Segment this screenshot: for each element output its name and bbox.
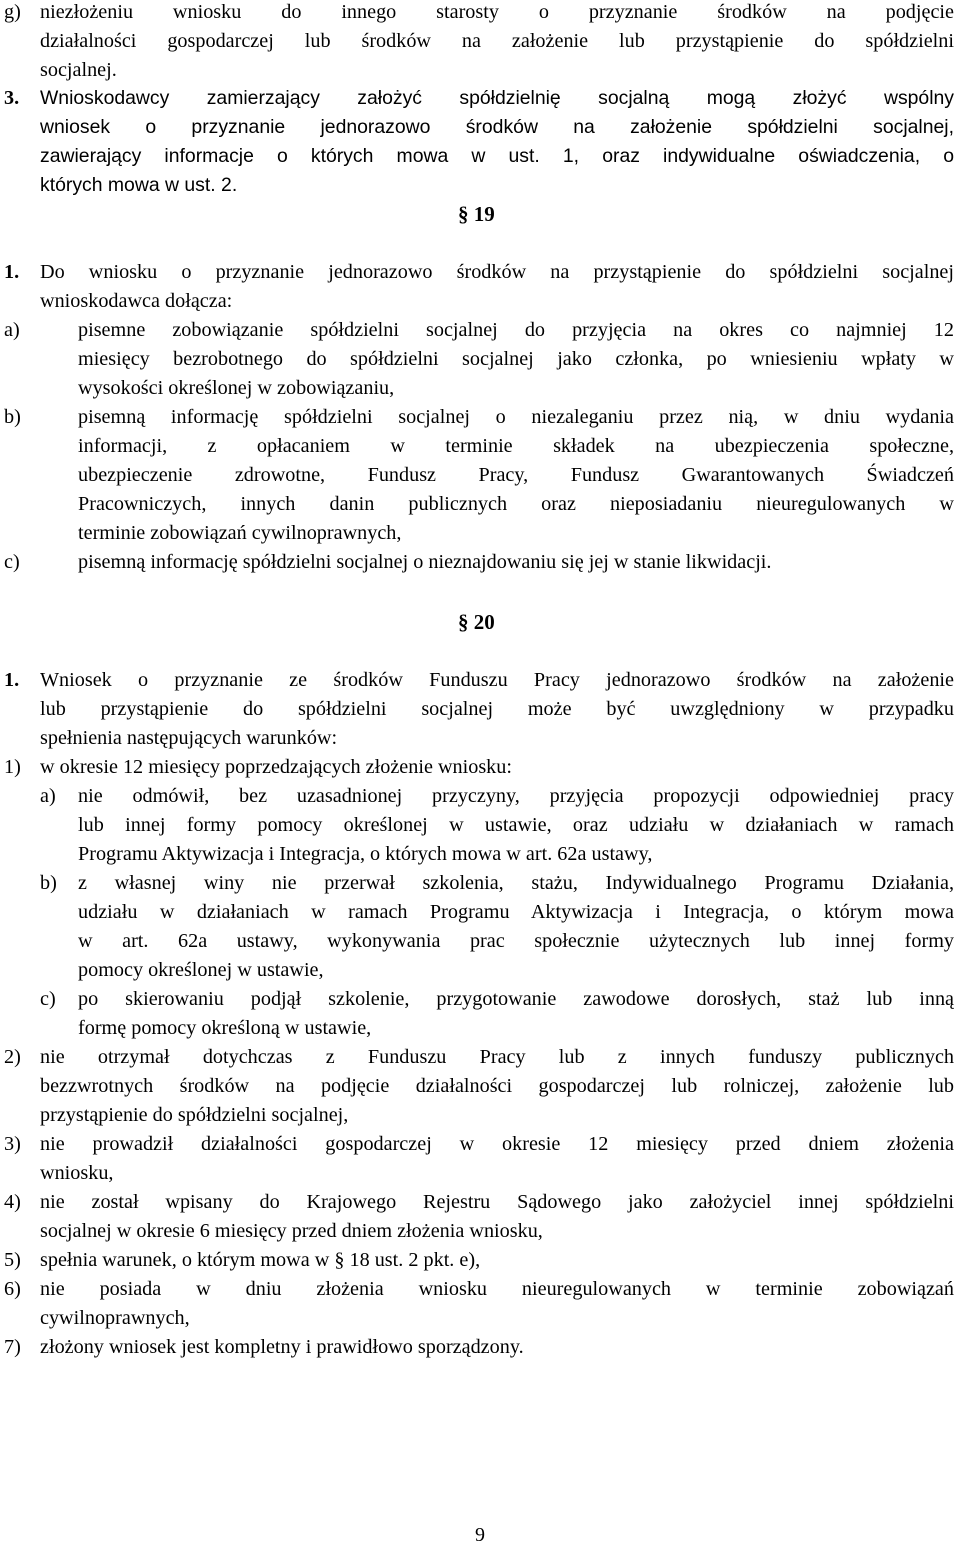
section19-paragraph-1: [0, 258, 960, 577]
paragraph-line: wnioskodawca dołącza:: [40, 290, 233, 312]
paragraph-line: zawierający informacje o których mowa w ust. 1, oraz indywidualne oświadczenia, o: [40, 145, 954, 167]
condition-line: bezzwrotnych środków na podjęcie działalności gospodarczej lub rolniczej, założenie lub: [40, 1075, 954, 1097]
subpoint-marker: c): [40, 988, 56, 1010]
subpoint-line: lub innej formy pomocy określonej w ustawie, oraz udziału w działaniach w ramach: [78, 814, 954, 836]
condition-marker: 3): [4, 1133, 21, 1155]
point-line: terminie zobowiązań cywilnoprawnych,: [78, 522, 402, 544]
paragraph-line: lub przystąpienie do spółdzielni socjalnej może być uwzględniony w przypadku: [40, 698, 954, 720]
point-marker: a): [4, 319, 20, 341]
condition-line: wniosku,: [40, 1162, 114, 1184]
subpoint-marker: a): [40, 785, 56, 807]
condition-line: złożony wniosek jest kompletny i prawidłowo sporządzony.: [40, 1336, 524, 1358]
condition-marker: 7): [4, 1336, 21, 1358]
condition-line: przystąpienie do spółdzielni socjalnej,: [40, 1104, 349, 1126]
paragraph-marker: 1.: [4, 669, 20, 691]
paragraph-line: Wniosek o przyznanie ze środków Funduszu Pracy jednorazowo środków na założenie: [40, 669, 954, 691]
subpoint-marker: b): [40, 872, 57, 894]
subpoint-line: formę pomocy określoną w ustawie,: [78, 1017, 372, 1039]
condition-marker: 2): [4, 1046, 21, 1068]
point-line: wysokości określonej w zobowiązaniu,: [78, 377, 395, 399]
paragraph-line: których mowa w ust. 2.: [40, 174, 238, 196]
paragraph-line: Do wniosku o przyznanie jednorazowo środków na przystąpienie do spółdzielni socjalnej: [40, 261, 954, 283]
point-line: socjalnej.: [40, 59, 117, 81]
subpoint-line: po skierowaniu podjął szkolenie, przygotowanie zawodowe dorosłych, staż lub inną: [78, 988, 954, 1010]
paragraph-marker: 1.: [4, 261, 20, 283]
subpoint-line: z własnej winy nie przerwał szkolenia, stażu, Indywidualnego Programu Działania,: [78, 872, 954, 894]
point-marker: c): [4, 551, 20, 573]
condition-marker: 5): [4, 1249, 21, 1271]
page-number: 9: [475, 1524, 485, 1546]
point-line: pisemną informację spółdzielni socjalnej o nieznajdowaniu się jej w stanie likwidacji.: [78, 551, 772, 573]
condition-line: nie otrzymał dotychczas z Funduszu Pracy lub z innych funduszy publicznych: [40, 1046, 954, 1068]
point-line: informacji, z opłacaniem w terminie składek na ubezpieczenia społeczne,: [78, 435, 954, 457]
condition-line: nie został wpisany do Krajowego Rejestru Sądowego jako założyciel innej spółdzielni: [40, 1191, 954, 1213]
subpoint-line: udziału w działaniach w ramach Programu Aktywizacja i Integracja, o którym mowa: [78, 901, 954, 923]
paragraph-line: Wnioskodawcy zamierzający założyć spółdzielnię socjalną mogą złożyć wspólny: [40, 87, 954, 109]
point-line: ubezpieczenie zdrowotne, Fundusz Pracy, Fundusz Gwarantowanych Świadczeń: [78, 464, 954, 486]
condition-marker: 6): [4, 1278, 21, 1300]
subpoint-line: pomocy określonej w ustawie,: [78, 959, 324, 981]
condition-line: cywilnoprawnych,: [40, 1307, 190, 1329]
point-line: niezłożeniu wniosku do innego starosty o przyznanie środków na podjęcie: [40, 1, 954, 23]
condition-marker: 1): [4, 756, 21, 778]
section20-paragraph-1: [0, 666, 960, 1362]
point-marker: b): [4, 406, 21, 428]
point-g: [0, 0, 960, 85]
condition-line: w okresie 12 miesięcy poprzedzających złożenie wniosku:: [40, 756, 512, 778]
condition-line: nie prowadził działalności gospodarczej w okresie 12 miesięcy przed dniem złożenia: [40, 1133, 954, 1155]
section-heading-19: § 19: [458, 202, 495, 226]
paragraph-line: spełnienia następujących warunków:: [40, 727, 338, 749]
point-marker: g): [4, 1, 21, 23]
subpoint-line: nie odmówił, bez uzasadnionej przyczyny, przyjęcia propozycji odpowiedniej pracy: [78, 785, 954, 807]
point-line: Pracowniczych, innych danin publicznych oraz nieposiadaniu nieuregulowanych w: [78, 493, 954, 515]
point-line: pisemną informację spółdzielni socjalnej o niezaleganiu przez nią, w dniu wydania: [78, 406, 954, 428]
condition-line: spełnia warunek, o którym mowa w § 18 ust. 2 pkt. e),: [40, 1249, 481, 1271]
condition-line: socjalnej w okresie 6 miesięcy przed dniem złożenia wniosku,: [40, 1220, 543, 1242]
paragraph-3: [0, 84, 960, 200]
condition-line: nie posiada w dniu złożenia wniosku nieuregulowanych w terminie zobowiązań: [40, 1278, 954, 1300]
point-line: miesięcy bezrobotnego do spółdzielni socjalnej jako członka, po wniesieniu wpłaty w: [78, 348, 954, 370]
section-heading-20: § 20: [458, 610, 495, 634]
point-line: pisemne zobowiązanie spółdzielni socjalnej do przyjęcia na okres co najmniej 12: [78, 319, 954, 341]
paragraph-marker: 3.: [4, 87, 20, 109]
subpoint-line: Programu Aktywizacja i Integracja, o których mowa w art. 62a ustawy,: [78, 843, 653, 865]
subpoint-line: w art. 62a ustawy, wykonywania prac społecznie użytecznych lub innej formy: [78, 930, 954, 952]
point-line: działalności gospodarczej lub środków na założenie lub przystąpienie do spółdzielni: [40, 30, 954, 52]
condition-marker: 4): [4, 1191, 21, 1213]
paragraph-line: wniosek o przyznanie jednorazowo środków na założenie spółdzielni socjalnej,: [40, 116, 954, 138]
